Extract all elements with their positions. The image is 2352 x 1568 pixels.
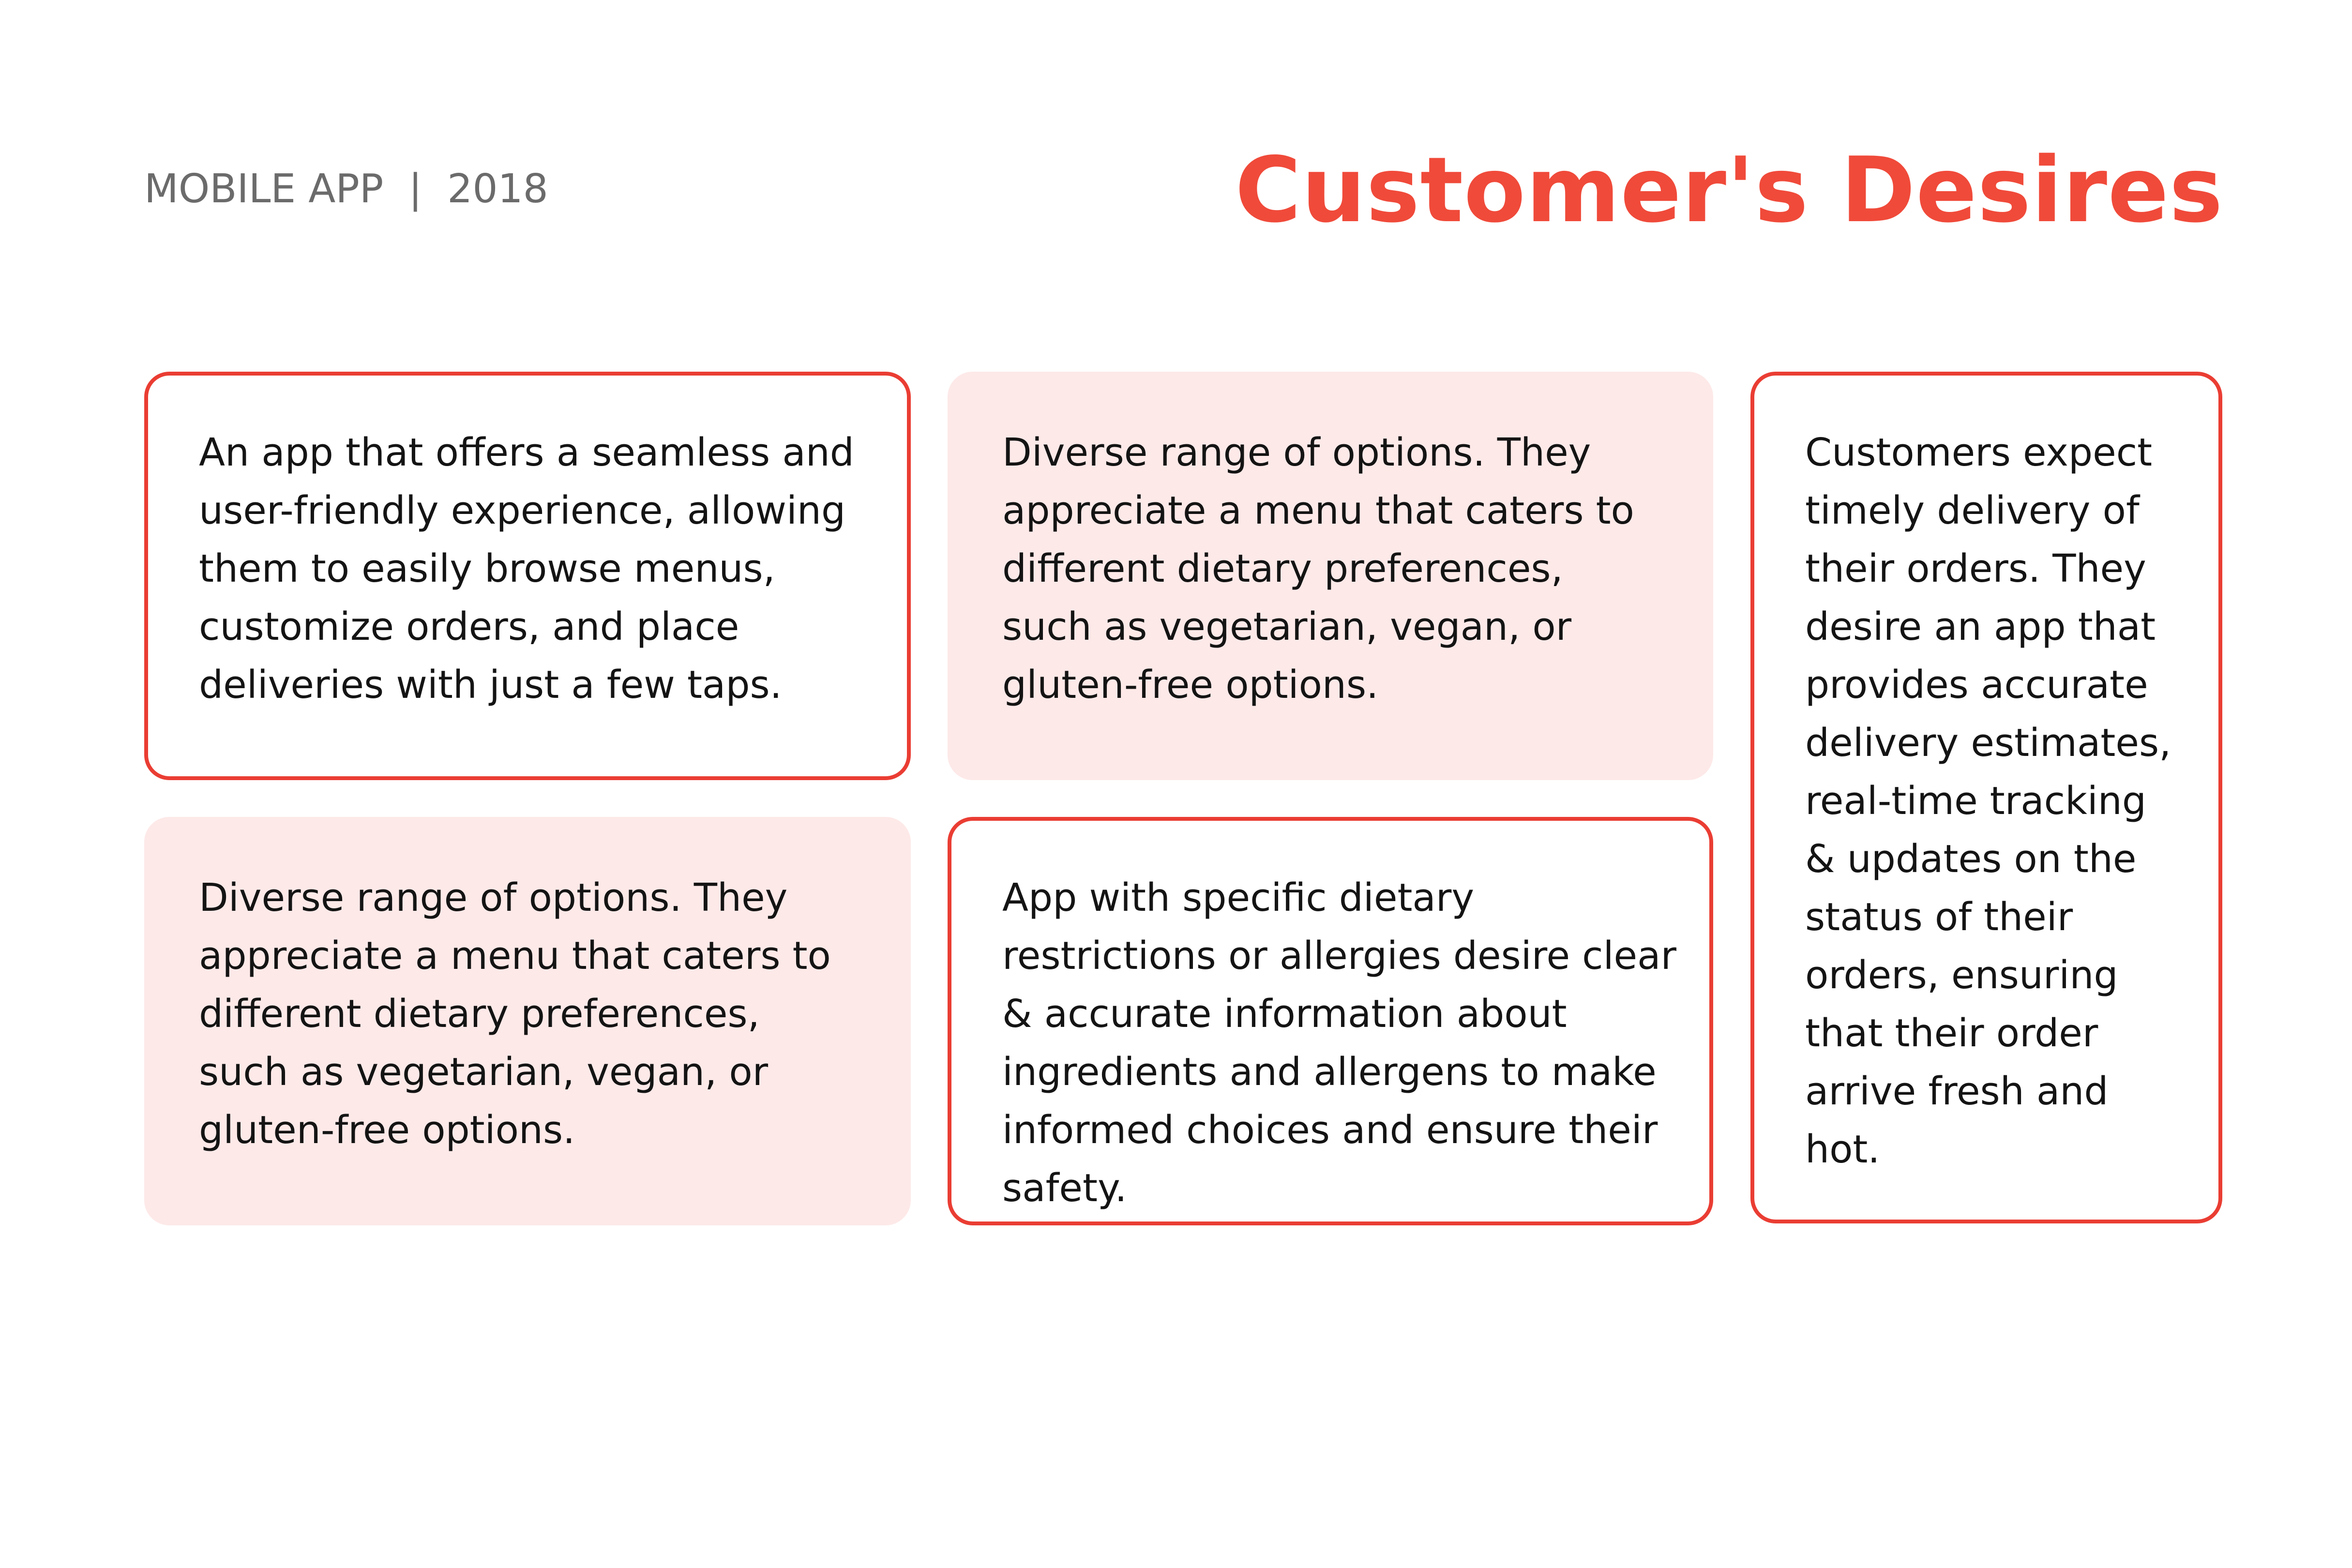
page-title: Customer's Desires — [1235, 137, 2223, 242]
desire-card-diverse-options — [948, 372, 1713, 780]
card-text: An app that offers a seamless and user-friendly experience, allowing them to easily browse menus, customize orders, and place deliveries with just a few taps. — [199, 430, 854, 707]
desire-card-timely-delivery — [1750, 372, 2222, 1223]
card-text: App with specific dietary restrictions or allergies desire clear & accurate information about ingredients and allergens to make informed choices and ensure their safety. — [1002, 875, 1677, 1210]
card-text: Diverse range of options. They appreciate a menu that caters to different dietary preferences, such as vegetarian, vegan, or gluten-free options. — [1002, 430, 1634, 707]
desire-card-diverse-options-repeat — [144, 817, 911, 1225]
card-text: Diverse range of options. They appreciate a menu that caters to different dietary preferences, such as vegetarian, vegan, or gluten-free options. — [199, 875, 831, 1152]
desire-card-easy-ordering — [144, 372, 911, 780]
category-year-label: MOBILE APP | 2018 — [144, 166, 548, 212]
desire-card-dietary-info — [948, 817, 1713, 1225]
card-text: Customers expect timely delivery of their orders. They desire an app that provides accurate delivery estimates, real-time tracking & updates on the status of their orders, ensuring that their order arrive fresh and hot. — [1805, 430, 2171, 1172]
